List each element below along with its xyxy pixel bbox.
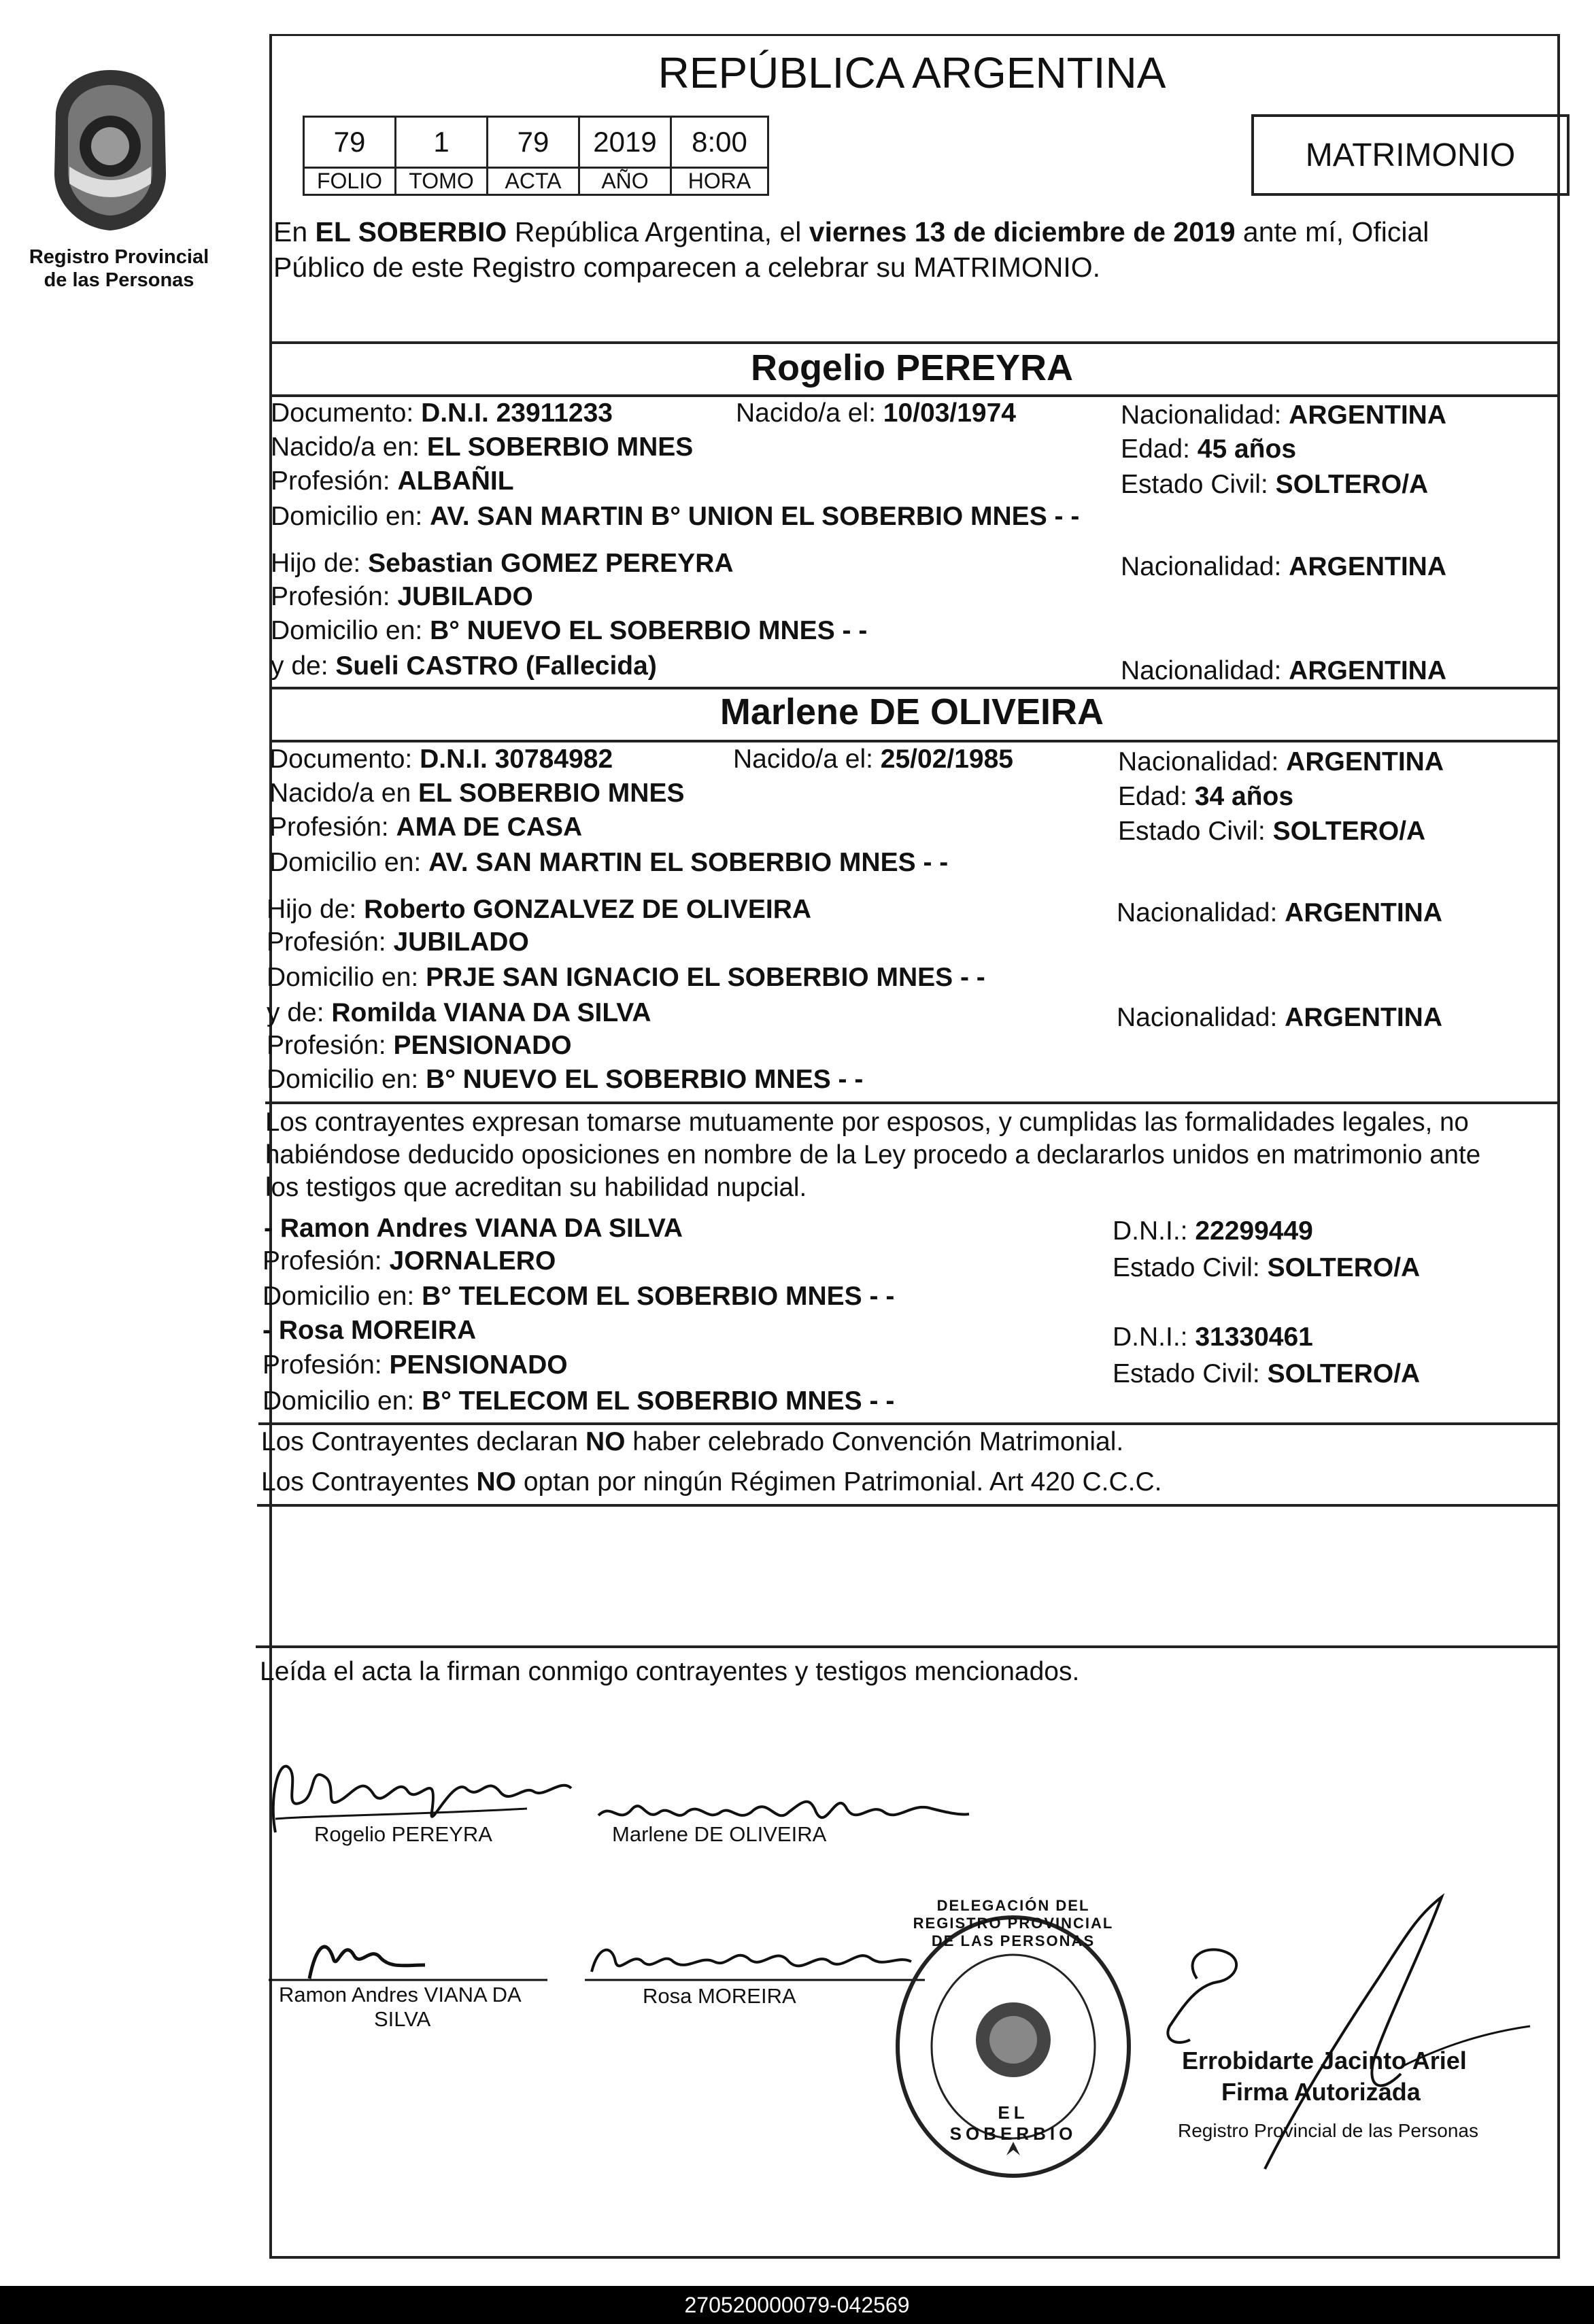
hora-label: HORA	[671, 168, 768, 195]
value: Roberto GONZALVEZ DE OLIVEIRA	[364, 895, 812, 924]
value: PRJE SAN IGNACIO EL SOBERBIO MNES - -	[426, 963, 985, 992]
groom-mother-nationality	[1121, 655, 1446, 687]
text-bold: NO	[585, 1427, 626, 1456]
closing-statement: Leída el acta la firman conmigo contrayentes y testigos mencionados.	[260, 1657, 1080, 1686]
groom-father-nationality	[1121, 551, 1446, 583]
bride-father-profession	[267, 927, 529, 958]
label: Profesión:	[267, 1031, 394, 1060]
groom-age	[1121, 434, 1296, 465]
witness1-signature-name-line1: Ramon Andres VIANA DA	[279, 1983, 522, 2006]
value: SOLTERO/A	[1275, 470, 1429, 499]
label: Nacionalidad:	[1118, 747, 1287, 776]
divider	[269, 740, 1557, 742]
bride-civil-status	[1118, 816, 1425, 847]
bride-document	[269, 744, 613, 775]
label: Hijo de:	[271, 549, 369, 578]
label: Nacionalidad:	[1117, 1003, 1285, 1032]
label: Domicilio en:	[262, 1282, 422, 1311]
label: Estado Civil:	[1118, 817, 1273, 846]
declaration-line3: los testigos que acreditan su habilidad nupcial.	[265, 1173, 807, 1202]
declaration-line1: Los contrayentes expresan tomarse mutuamente por esposos, y cumplidas las formalidades legales, no	[265, 1108, 1469, 1137]
intro-text: ante mí, Oficial	[1235, 216, 1429, 247]
groom-address	[271, 501, 1079, 532]
official-title: Firma Autorizada	[1221, 2078, 1421, 2106]
document-code-footer: 270520000079-042569	[0, 2286, 1594, 2324]
divider	[269, 341, 1557, 344]
value: 45 años	[1197, 434, 1297, 464]
bride-father-nationality	[1117, 898, 1442, 929]
bride-mother-nationality	[1117, 1002, 1442, 1033]
value: JUBILADO	[393, 927, 529, 957]
value: D.N.I. 30784982	[420, 745, 613, 774]
value: ARGENTINA	[1285, 898, 1443, 927]
divider	[265, 1101, 1557, 1104]
label: Documento:	[271, 398, 422, 428]
bride-profession	[269, 812, 582, 843]
witness2-civil-status	[1113, 1358, 1420, 1390]
label: Profesión:	[262, 1350, 390, 1380]
bride-age	[1118, 781, 1293, 813]
label: D.N.I.:	[1113, 1216, 1196, 1246]
groom-nationality	[1121, 400, 1446, 431]
regime-line2	[261, 1467, 1162, 1498]
text: optan por ningún Régimen Patrimonial. Art 420 C.C.C.	[516, 1467, 1162, 1497]
label: Nacido/a en	[269, 779, 418, 808]
bride-address	[269, 847, 948, 878]
label: Estado Civil:	[1113, 1253, 1268, 1282]
folio-value: 79	[304, 117, 396, 168]
label: y de:	[267, 998, 332, 1027]
value: AV. SAN MARTIN B° UNION EL SOBERBIO MNES - -	[430, 502, 1080, 531]
value: Sueli CASTRO (Fallecida)	[335, 651, 657, 681]
label: Edad:	[1121, 434, 1198, 464]
label: Nacionalidad:	[1121, 552, 1289, 581]
value: SOLTERO/A	[1267, 1359, 1421, 1388]
value: B° NUEVO EL SOBERBIO MNES - -	[426, 1065, 864, 1094]
value: SOLTERO/A	[1272, 817, 1426, 846]
groom-father-profession	[271, 581, 533, 613]
official-name: Errobidarte Jacinto Ariel	[1182, 2047, 1467, 2074]
value: Romilda VIANA DA SILVA	[331, 998, 651, 1027]
label: Estado Civil:	[1113, 1359, 1268, 1388]
groom-civil-status	[1121, 469, 1428, 500]
value: 10/03/1974	[883, 398, 1016, 428]
text-bold: NO	[476, 1467, 517, 1497]
value: B° TELECOM EL SOBERBIO MNES - -	[422, 1282, 895, 1311]
ano-value: 2019	[579, 117, 671, 168]
witness2-profession	[262, 1350, 568, 1381]
witness1-profession	[262, 1246, 556, 1277]
bride-mother-address	[267, 1064, 863, 1095]
value: B° NUEVO EL SOBERBIO MNES - -	[430, 616, 868, 645]
label: Domicilio en:	[269, 848, 429, 877]
groom-name: Rogelio PEREYRA	[750, 347, 1074, 388]
witness1-address	[262, 1281, 894, 1312]
record-type-box: MATRIMONIO	[1251, 114, 1570, 196]
value: D.N.I. 23911233	[421, 398, 613, 428]
divider	[269, 687, 1557, 689]
label: Nacionalidad:	[1121, 400, 1289, 430]
label: Nacido/a el:	[736, 398, 883, 428]
groom-profession	[271, 466, 514, 497]
witness2-name: - Rosa MOREIRA	[262, 1316, 477, 1345]
label: Nacido/a el:	[733, 745, 881, 774]
stamp-inner-text: EL SOBERBIO	[949, 2102, 1077, 2144]
value: Sebastian GOMEZ PEREYRA	[368, 549, 734, 578]
folio-label: FOLIO	[304, 168, 396, 195]
label: Documento:	[269, 745, 420, 774]
hora-value: 8:00	[671, 117, 768, 168]
divider	[256, 1645, 1557, 1648]
value: ARGENTINA	[1289, 552, 1447, 581]
divider	[269, 394, 1557, 397]
value: PENSIONADO	[393, 1031, 572, 1060]
groom-father-address	[271, 615, 867, 647]
label: Profesión:	[271, 582, 398, 611]
witness1-signature-icon	[269, 1924, 554, 1985]
witness1-civil-status	[1113, 1252, 1420, 1284]
groom-document	[271, 398, 613, 429]
intro-text: En	[273, 216, 316, 247]
text: Los Contrayentes declaran	[261, 1427, 586, 1456]
value: ALBAÑIL	[397, 466, 514, 496]
value: 31330461	[1195, 1322, 1313, 1352]
groom-birth-date	[736, 398, 1016, 429]
value: JUBILADO	[397, 582, 533, 611]
value: 25/02/1985	[880, 745, 1013, 774]
bride-nationality	[1118, 747, 1444, 778]
value: AMA DE CASA	[396, 813, 583, 842]
label: Hijo de:	[267, 895, 364, 924]
bride-birth-date	[733, 744, 1013, 775]
label: Nacionalidad:	[1121, 656, 1289, 685]
value: ARGENTINA	[1289, 656, 1447, 685]
registry-seal-icon	[42, 65, 178, 235]
acta-label: ACTA	[488, 168, 579, 195]
value: SOLTERO/A	[1267, 1253, 1421, 1282]
label: Profesión:	[271, 466, 398, 496]
groom-birthplace	[271, 432, 693, 463]
registry-name-line2: de las Personas	[44, 269, 194, 291]
regime-line1	[261, 1426, 1123, 1458]
witness1-signature-name-line2: SILVA	[374, 2007, 431, 2031]
intro-text: República Argentina, el	[507, 216, 809, 247]
label: Domicilio en:	[271, 616, 430, 645]
registry-name-line1: Registro Provincial	[29, 246, 209, 268]
bride-father-address	[267, 962, 985, 993]
intro-line1	[273, 216, 1429, 247]
groom-signature-name: Rogelio PEREYRA	[314, 1822, 492, 1846]
value: JORNALERO	[389, 1246, 556, 1276]
value: ARGENTINA	[1289, 400, 1447, 430]
record-number-table	[303, 116, 769, 196]
value: 34 años	[1194, 782, 1294, 811]
value: PENSIONADO	[389, 1350, 568, 1380]
bride-mother	[267, 997, 651, 1029]
tomo-value: 1	[396, 117, 488, 168]
label: Domicilio en:	[262, 1386, 422, 1416]
bride-name: Marlene DE OLIVEIRA	[719, 691, 1104, 732]
value: B° TELECOM EL SOBERBIO MNES - -	[422, 1386, 895, 1416]
intro-line2: Público de este Registro comparecen a celebrar su MATRIMONIO.	[273, 252, 1101, 283]
value: EL SOBERBIO MNES	[426, 432, 694, 462]
witness1-dni	[1113, 1216, 1313, 1247]
value: ARGENTINA	[1285, 1003, 1443, 1032]
value: 22299449	[1195, 1216, 1313, 1246]
bride-birthplace	[269, 778, 685, 809]
label: Domicilio en:	[267, 1065, 426, 1094]
acta-value: 79	[488, 117, 579, 168]
witness2-signature-icon	[585, 1931, 938, 1985]
groom-father	[271, 548, 734, 579]
label: Profesión:	[269, 813, 396, 842]
label: Profesión:	[267, 927, 394, 957]
intro-city: EL SOBERBIO	[315, 216, 507, 247]
tomo-label: TOMO	[396, 168, 488, 195]
label: Estado Civil:	[1121, 470, 1276, 499]
label: Profesión:	[262, 1246, 390, 1276]
groom-mother	[271, 651, 657, 682]
value: AV. SAN MARTIN EL SOBERBIO MNES - -	[428, 848, 949, 877]
label: y de:	[271, 651, 336, 681]
value: ARGENTINA	[1286, 747, 1444, 776]
bride-mother-profession	[267, 1030, 572, 1061]
ano-label: AÑO	[579, 168, 671, 195]
intro-date: viernes 13 de diciembre de 2019	[809, 216, 1236, 247]
label: Domicilio en:	[271, 502, 430, 531]
divider	[257, 1504, 1557, 1507]
stamp-ring-text: DELEGACIÓN DEL REGISTRO PROVINCIAL DE LAS PERSONAS	[913, 1897, 1114, 1949]
label: D.N.I.:	[1113, 1322, 1196, 1352]
text: haber celebrado Convención Matrimonial.	[625, 1427, 1124, 1456]
bride-father	[267, 894, 811, 925]
country-title: REPÚBLICA ARGENTINA	[658, 48, 1166, 97]
label: Nacionalidad:	[1117, 898, 1285, 927]
text: Los Contrayentes	[261, 1467, 477, 1497]
value: EL SOBERBIO MNES	[418, 779, 685, 808]
label: Domicilio en:	[267, 963, 426, 992]
declaration-line2: habiéndose deducido oposiciones en nombre de la Ley procedo a declararlos unidos en matrimonio ante	[265, 1140, 1481, 1169]
divider	[258, 1422, 1557, 1425]
label: Edad:	[1118, 782, 1195, 811]
witness2-address	[262, 1386, 894, 1417]
witness1-name: - Ramon Andres VIANA DA SILVA	[264, 1214, 683, 1243]
witness2-signature-name: Rosa MOREIRA	[643, 1984, 796, 2008]
bride-signature-name: Marlene DE OLIVEIRA	[612, 1822, 827, 1846]
witness2-dni	[1113, 1322, 1313, 1353]
official-organization: Registro Provincial de las Personas	[1178, 2120, 1478, 2141]
label: Nacido/a en:	[271, 432, 427, 462]
